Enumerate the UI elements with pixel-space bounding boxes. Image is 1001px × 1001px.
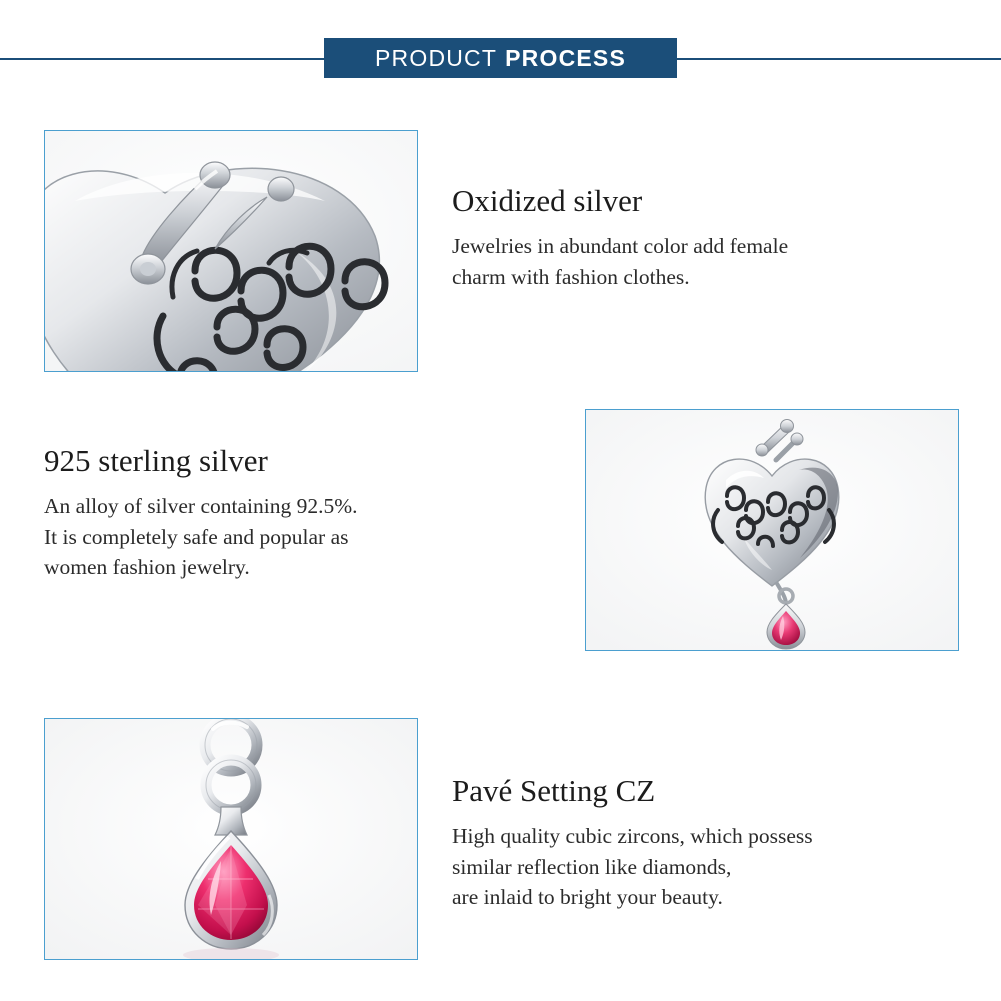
section-body-line: women fashion jewelry.	[44, 555, 250, 580]
section-title-oxidized-silver: Oxidized silver	[452, 183, 643, 218]
section-body-line: charm with fashion clothes.	[452, 264, 690, 289]
page-title	[324, 38, 677, 78]
page-title-bold: PROCESS	[505, 44, 626, 71]
closeup-oxidized-heart-charm-photo	[45, 131, 417, 371]
page-title-light: PRODUCT	[375, 44, 498, 71]
section-title-pave-setting-cz: Pavé Setting CZ	[452, 773, 656, 808]
heart-charm-with-drop-art	[586, 410, 958, 650]
page-header	[0, 0, 1001, 96]
section-body-line: High quality cubic zircons, which possess	[452, 824, 813, 849]
full-heart-charm-with-pink-drop-photo	[586, 410, 958, 650]
section-body-line: similar reflection like diamonds,	[452, 854, 732, 879]
section-body-oxidized-silver	[452, 231, 972, 292]
closeup-pink-cz-teardrop-photo	[45, 719, 417, 959]
section-body-line: It is completely safe and popular as	[44, 524, 349, 549]
oxidized-heart-closeup-art	[45, 131, 417, 371]
text-block-oxidized-silver	[452, 182, 972, 292]
text-block-pave-setting-cz	[452, 772, 982, 913]
section-body-line: Jewelries in abundant color add female	[452, 234, 789, 259]
section-body-pave-setting-cz	[452, 821, 982, 913]
image-frame-sterling-silver	[585, 409, 959, 651]
text-block-sterling-silver	[44, 442, 564, 583]
image-frame-pave-setting-cz	[44, 718, 418, 960]
section-body-line: An alloy of silver containing 92.5%.	[44, 494, 358, 519]
pink-cz-teardrop-art	[45, 719, 417, 959]
section-body-line: are inlaid to bright your beauty.	[452, 885, 723, 910]
section-title-sterling-silver: 925 sterling silver	[44, 443, 268, 478]
image-frame-oxidized-silver	[44, 130, 418, 372]
section-body-sterling-silver	[44, 491, 564, 583]
